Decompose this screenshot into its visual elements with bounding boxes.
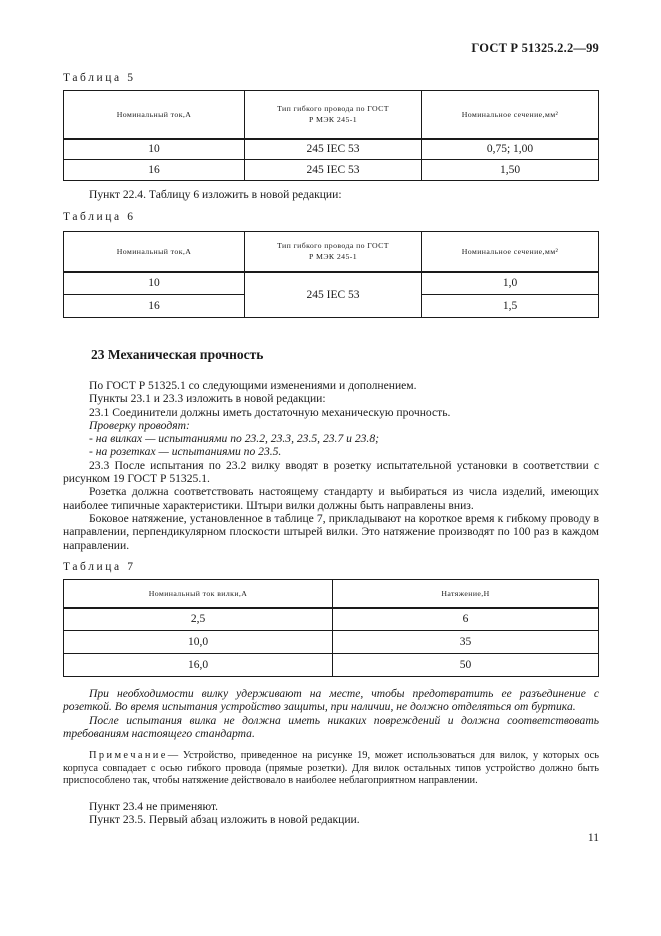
italic-paragraph: После испытания вилка не должна иметь никаких повреждений и должна соответствовать требованиям настоящего стандарта. [63,713,599,740]
table-row [64,160,599,181]
table5-caption: Таблица 5 [63,72,136,84]
table-cell: 245 IEC 53 [245,139,422,160]
note [63,750,599,788]
table-row [64,272,599,295]
table-cell: 16 [64,295,245,318]
paragraph: Пункты 23.1 и 23.3 изложить в новой редакции: [89,392,326,406]
table-cell: 1,50 [422,160,599,181]
table-cell: 6 [333,608,599,631]
table7-header-tension: Натяжение,Н [333,580,599,608]
section-23-body [63,379,599,552]
check-item: - на розетках — испытаниями по 23.5. [89,445,282,459]
table-cell: 245 IEC 53 [245,160,422,181]
table5-header-current: Номинальный ток,А [64,91,245,139]
check-intro: Проверку проводят: [89,418,190,432]
note-label: Примечание [89,750,168,762]
paragraph: 23.1 Соединители должны иметь достаточную механическую прочность. [89,405,451,419]
table-cell: 2,5 [64,608,333,631]
section-23-title: 23 Механическая прочность [91,347,264,362]
paragraph-socket: Розетка должна соответствовать настоящему стандарту и выбираться из числа изделий, имеющих наиболее типичные характеристики. Штыри вилки должны быть направлены вниз. [63,485,599,512]
table5-header-section: Номинальное сечение,мм² [422,91,599,139]
page-number: 11 [587,832,599,844]
paragraph-23-3: 23.3 После испытания по 23.2 вилку вводят в розетку испытательной установки в соответствии с рисунком 19 ГОСТ Р 51325.1. [63,458,599,486]
note-text: — Устройство, приведенное на рисунке 19, может использоваться для вилок, у которых ось корпуса совпадает с осью гибкого провода (прямые розетки). Для вилок остальных типов устройство должно быть приспособлено так, чтобы натяжение действовало в наиболее неблагоприятном направлении. [63,750,599,787]
paragraph: По ГОСТ Р 51325.1 со следующими изменениями и дополнением. [89,379,417,392]
paragraph-23-4: Пункт 23.4 не применяют. [89,799,219,813]
table-cell: 16 [64,160,245,181]
table-cell: 0,75; 1,00 [422,139,599,160]
table6-header-wire-type: Тип гибкого провода по ГОСТ Р МЭК 245-1 [245,232,422,272]
table6-header-current: Номинальный ток,А [64,232,245,272]
table7-caption: Таблица 7 [63,561,136,573]
table-cell-merged: 245 IEC 53 [245,272,422,318]
table-cell: 1,0 [422,272,599,295]
check-item: - на вилках — испытаниями по 23.2, 23.3, 23.5, 23.7 и 23.8; [89,432,379,446]
paragraph-23-5: Пункт 23.5. Первый абзац изложить в новой редакции. [89,813,360,827]
table-row [64,608,599,631]
point-22-4: Пункт 22.4. Таблицу 6 изложить в новой редакции: [89,188,342,201]
table-row [64,654,599,677]
table-cell: 1,5 [422,295,599,318]
table-row [64,139,599,160]
table-cell: 10 [64,272,245,295]
table5-header-wire-type: Тип гибкого провода по ГОСТ Р МЭК 245-1 [245,91,422,139]
table6-header-section: Номинальное сечение,мм² [422,232,599,272]
table7-header-current: Номинальный ток вилки,А [64,580,333,608]
paragraph-tension: Боковое натяжение, установленное в таблице 7, прикладывают на короткое время к гибкому проводу в направлении, перпендикулярном плоскости штырей вилки. Это натяжение производят по 100 раз в каждом направлении. [63,511,599,552]
table5 [63,90,599,181]
table-cell: 10 [64,139,245,160]
table-cell: 35 [333,631,599,654]
table-cell: 50 [333,654,599,677]
table-row [64,631,599,654]
italic-paragraph: При необходимости вилку удерживают на месте, чтобы предотвратить ее разъединение с розеткой. Во время испытания устройство защиты, при наличии, не должно отделяться от буртика. [63,687,599,714]
after-table7-body [63,687,599,827]
table7 [63,579,599,677]
document-code: ГОСТ Р 51325.2.2—99 [471,41,599,55]
table6 [63,231,599,318]
table-cell: 10,0 [64,631,333,654]
table-cell: 16,0 [64,654,333,677]
table6-caption: Таблица 6 [63,211,136,223]
